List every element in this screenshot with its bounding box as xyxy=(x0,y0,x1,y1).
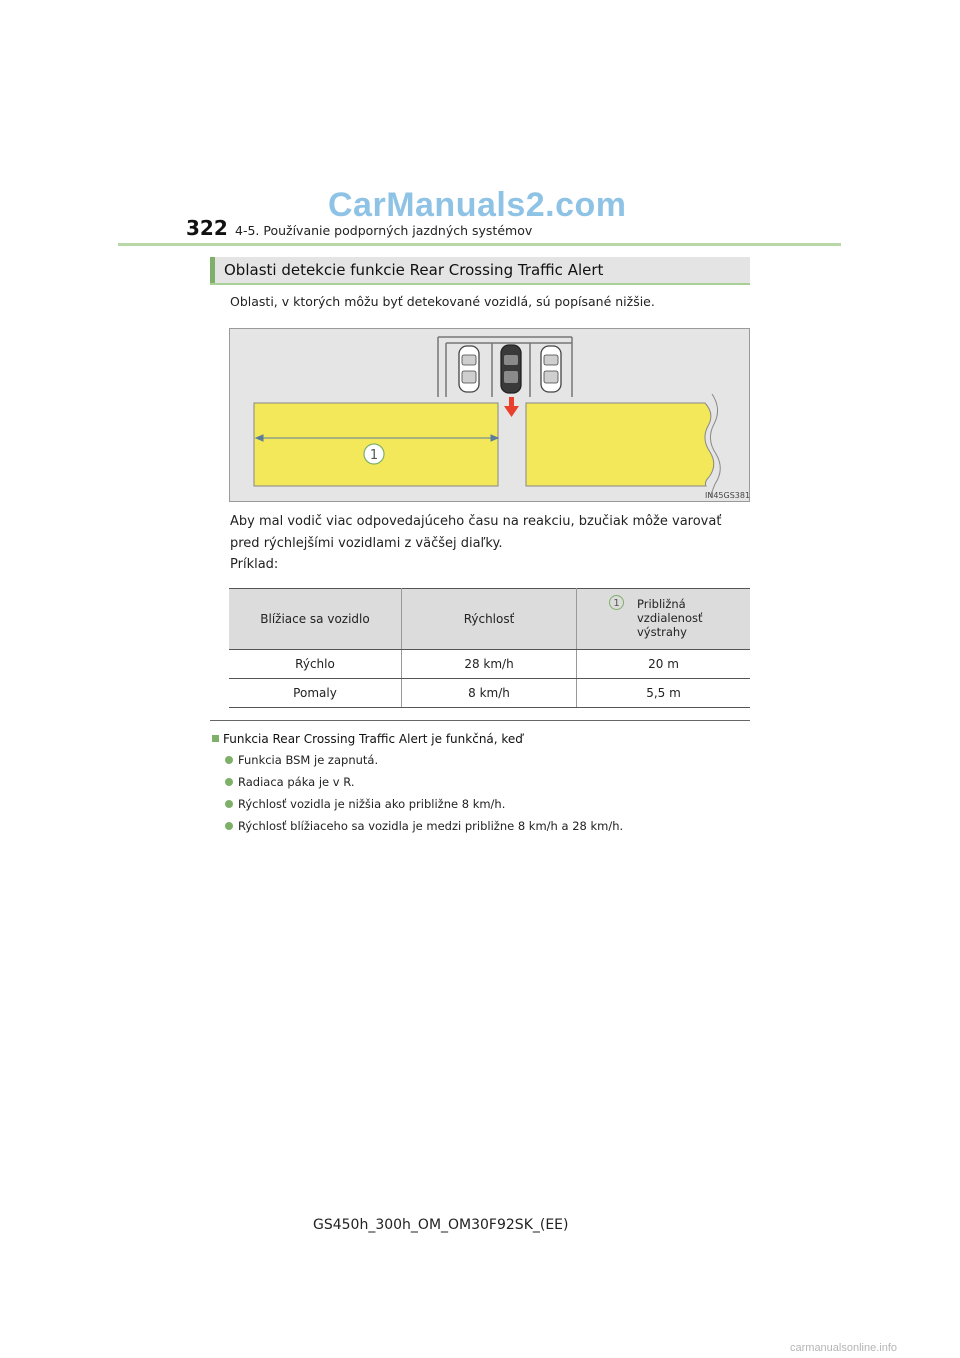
document-code-footer: GS450h_300h_OM_OM30F92SK_(EE) xyxy=(313,1217,569,1233)
watermark-logo: CarManuals2.com xyxy=(328,186,627,224)
table-cell: Pomaly xyxy=(229,679,402,708)
table-cell: 20 m xyxy=(577,650,751,679)
table-header-speed: Rýchlosť xyxy=(402,589,577,650)
section-divider xyxy=(210,720,750,721)
table-header-distance-label: Približná vzdialenosť výstrahy xyxy=(637,597,703,639)
table-cell: 5,5 m xyxy=(577,679,751,708)
watermark-footer: carmanualsonline.info xyxy=(790,1342,898,1354)
bullet-icon xyxy=(225,778,233,786)
distance-marker-label: 1 xyxy=(369,448,379,463)
bullet-icon xyxy=(225,756,233,764)
figure-code: IN45GS381 xyxy=(705,491,751,500)
table-cell: 8 km/h xyxy=(402,679,577,708)
conditions-heading xyxy=(212,732,523,746)
section-title-bar xyxy=(210,257,750,285)
page-number: 322 xyxy=(186,216,228,240)
warning-distance-table xyxy=(229,588,750,708)
section-title: Oblasti detekcie funkcie Rear Crossing Traffic Alert xyxy=(224,261,604,279)
detection-area-figure xyxy=(229,328,750,502)
table-header-vehicle: Blížiace sa vozidlo xyxy=(229,589,402,650)
table-cell: 28 km/h xyxy=(402,650,577,679)
list-item xyxy=(225,796,623,818)
table-header-distance xyxy=(577,589,751,650)
reaction-time-paragraph: Aby mal vodič viac odpovedajúceho času na reakciu, bzučiak môže varovať pred rýchlejšími vozidlami z väčšej diaľky. xyxy=(230,514,722,551)
table-row xyxy=(229,679,750,708)
list-item xyxy=(225,818,623,840)
running-head: 4-5. Používanie podporných jazdných systémov xyxy=(235,223,533,238)
list-item-text: Funkcia BSM je zapnutá. xyxy=(238,753,379,767)
own-vehicle-icon xyxy=(501,345,521,393)
list-item-text: Rýchlosť vozidla je nižšia ako približne 8 km/h. xyxy=(238,797,506,811)
list-item xyxy=(225,774,623,796)
parked-car-left-icon xyxy=(459,346,479,392)
reverse-arrow-icon xyxy=(504,397,519,417)
bullet-icon xyxy=(225,800,233,808)
bullet-icon xyxy=(225,822,233,830)
intro-text: Oblasti, v ktorých môžu byť detekované vozidlá, sú popísané nižšie. xyxy=(230,294,655,309)
list-item-text: Rýchlosť blížiaceho sa vozidla je medzi približne 8 km/h a 28 km/h. xyxy=(238,819,624,833)
square-bullet-icon xyxy=(212,735,219,742)
header-rule xyxy=(118,243,841,246)
parked-car-right-icon xyxy=(541,346,561,392)
table-cell: Rýchlo xyxy=(229,650,402,679)
table-row xyxy=(229,650,750,679)
section-title-accent xyxy=(210,257,215,283)
conditions-list xyxy=(225,752,623,840)
detection-zone-right xyxy=(526,403,714,486)
conditions-heading-text: Funkcia Rear Crossing Traffic Alert je funkčná, keď xyxy=(223,732,523,746)
list-item xyxy=(225,752,623,774)
example-label: Príklad: xyxy=(230,557,279,572)
distance-marker: 1 xyxy=(609,595,624,610)
list-item-text: Radiaca páka je v R. xyxy=(238,775,355,789)
